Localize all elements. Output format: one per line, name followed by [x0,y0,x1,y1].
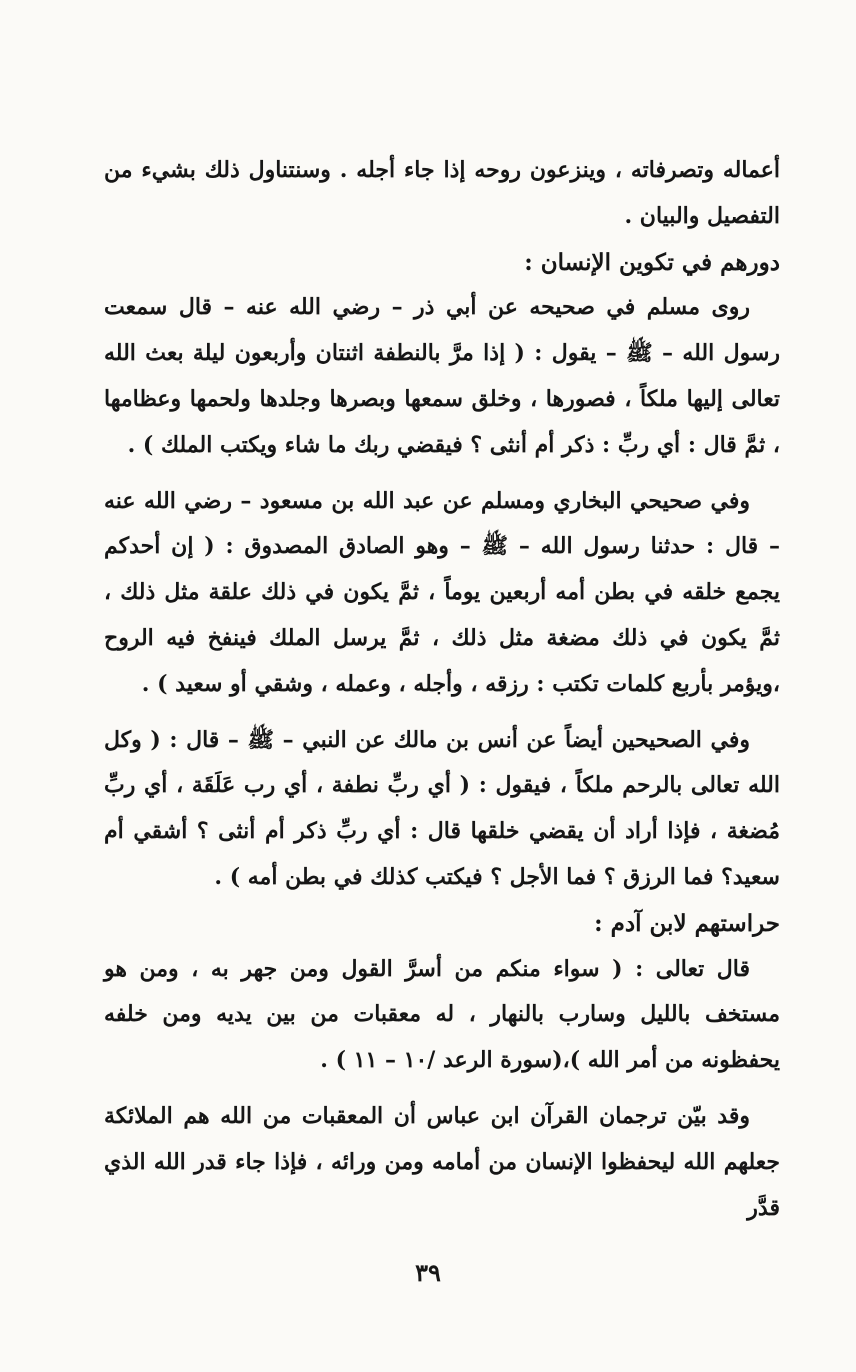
paragraph-quran-verse: قال تعالى : ( سواء منكم من أسرَّ القول ومن جهر به ، ومن هو مستخف بالليل وسارب بالنهار ، له معقبات من بين يديه ومن خلفه يحفظونه من أمر الله )،(سورة الرعد /١٠ – ١١ ) . [104,955,780,1074]
paragraph-ibn-abbas: وقد بيّن ترجمان القرآن ابن عباس أن المعقبات من الله هم الملائكة جعلهم الله ليحفظوا الإنسان من أمامه ومن ورائه ، فإذا جاء قدر الله الذي قدَّر [104,1102,780,1221]
page-body [104,148,780,1231]
page-number: ٣٩ [415,1258,441,1287]
intro-paragraph: أعماله وتصرفاته ، وينزعون روحه إذا جاء أجله . وسنتناول ذلك بشيء من التفصيل والبيان . [104,157,780,229]
paragraph-hadith-anas: وفي الصحيحين أيضاً عن أنس بن مالك عن النبي – ﷺ – قال : ( وكل الله تعالى بالرحم ملكاً ، فيقول : ( أي ربِّ نطفة ، أي رب عَلَقَة ، أي ربِّ مُضغة ، فإذا أراد أن يقضي خلقها قال : أي ربِّ ذكر أم أنثى ؟ أشقي أم سعيد؟ فما الرزق ؟ فما الأجل ؟ فيكتب كذلك في بطن أمه ) . [104,726,780,890]
paragraph-hadith-ibn-masud: وفي صحيحي البخاري ومسلم عن عبد الله بن مسعود – رضي الله عنه – قال : حدثنا رسول الله – ﷺ – وهو الصادق المصدوق : ( إن أحدكم يجمع خلقه في بطن أمه أربعين يوماً ، ثمَّ يكون في ذلك علقة مثل ذلك ، ثمَّ يكون في ذلك مضغة مثل ذلك ، ثمَّ يرسل الملك فينفخ فيه الروح ،ويؤمر بأربع كلمات تكتب : رزقه ، وأجله ، وعمله ، وشقي أو سعيد ) . [104,487,780,697]
section-heading-formation: دورهم في تكوين الإنسان : [524,248,780,276]
paragraph-hadith-abu-dharr: روى مسلم في صحيحه عن أبي ذر – رضي الله عنه – قال سمعت رسول الله – ﷺ – يقول : ( إذا مرَّ بالنطفة اثنتان وأربعون ليلة بعث الله تعالى إليها ملكاً ، فصورها ، وخلق سمعها وبصرها وجلدها ولحمها وعظامها ، ثمَّ قال : أي ربِّ : ذكر أم أنثى ؟ فيقضي ربك ما شاء ويكتب الملك ) . [104,294,780,458]
section-heading-guarding: حراستهم لابن آدم : [594,909,780,937]
